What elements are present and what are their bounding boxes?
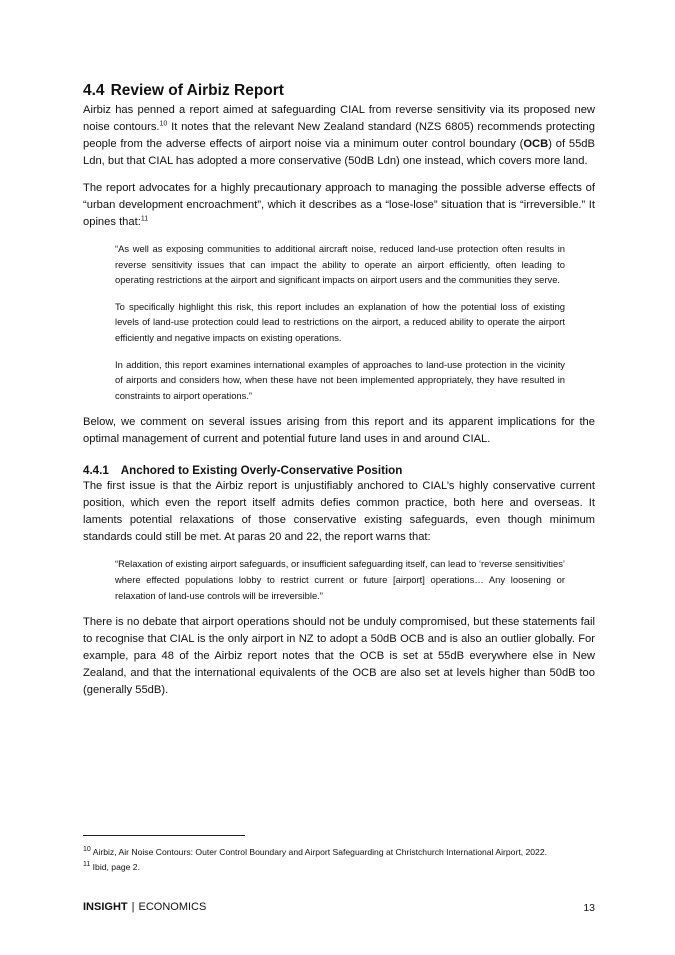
ocb-abbreviation: OCB (523, 138, 549, 150)
paragraph-first-issue: The first issue is that the Airbiz report is unjustifiably anchored to CIAL’s highly conservative current position, which even the report itself admits defies common practice, both here and overseas. It laments potential relaxations of those conservative existing safeguards, even though minimum standards could still be met. At paras 20 and 22, the report warns that: (83, 480, 595, 544)
footnote-number: 10 (83, 846, 91, 854)
subsection-title: Anchored to Existing Overly-Conservative Position (120, 464, 403, 478)
footnote-11 (83, 860, 613, 875)
footnote-ref-10[interactable]: 10 (159, 120, 168, 128)
paragraph-text: The report advocates for a highly precautionary approach to managing the possible adverse effects of “urban development encroachment”, which it describes as a “lose-lose” situation that is “irreversible.” It opines that: (83, 182, 595, 228)
quote-paragraph: In addition, this report examines international examples of approaches to land-use protection in the vicinity of airports and considers how, when these have not been implemented appropriately, they have resulted in constraints to airport operations.” (115, 358, 565, 401)
footnote-ref-11[interactable]: 11 (140, 215, 149, 223)
quote-paragraph: “Relaxation of existing airport safeguards, or insufficient safeguarding itself, can lead to ‘reverse sensitivities’ where effected populations lobby to restrict current or future [airport] operations… Any loosening or relaxation of land-use controls will be irreversible.” (115, 558, 565, 601)
paragraph-below-comment: Below, we comment on several issues arising from this report and its apparent implications for the optimal management of current and potential future land uses in and around CIAL. (83, 416, 595, 446)
page-footer (83, 901, 206, 913)
quote-paragraph: “As well as exposing communities to additional aircraft noise, reduced land-use protection often results in reverse sensitivity issues that can impact the ability to operate an airport efficiently, often leading to operating restrictions at the airport and significant impacts on airport users and the communities they serve. (115, 243, 565, 286)
footnote-text: Airbiz, Air Noise Contours: Outer Control Boundary and Airport Safeguarding at Christchurch International Airport, 2022. (90, 847, 547, 857)
quote-paragraph: To specifically highlight this risk, this report includes an explanation of how the potential loss of existing levels of land-use protection could lead to restrictions on the airport, a reduced ability to operate the airport efficiently and negative impacts on existing operations. (115, 300, 565, 343)
footer-division: ECONOMICS (138, 901, 207, 913)
section-title: Review of Airbiz Report (110, 82, 284, 99)
subsection-number: 4.4.1 (83, 464, 109, 478)
block-quote-2 (115, 556, 565, 603)
main-content (83, 82, 595, 709)
section-number: 4.4 (83, 82, 105, 99)
paragraph-precautionary (83, 180, 595, 231)
footer-brand: INSIGHT (83, 901, 128, 913)
page-number: 13 (583, 902, 595, 914)
paragraph-text: It notes that the relevant New Zealand standard (NZS 6805) recommends protecting people from the adverse effects of airport noise via a minimum outer control boundary ( (83, 121, 595, 150)
paragraph-no-debate: There is no debate that airport operations should not be unduly compromised, but these statements fail to recognise that CIAL is the only airport in NZ to adopt a 50dB OCB and is also an outlier globally. For example, para 48 of the Airbiz report notes that the OCB is set at 55dB everywhere else in New Zealand, and that the international equivalents of the OCB are also set at levels higher than 50dB too (generally 55dB). (83, 616, 595, 697)
footnote-divider (83, 835, 245, 836)
paragraph-intro (83, 102, 595, 170)
footnote-text: Ibid, page 2. (90, 862, 140, 872)
paragraph-text: Airbiz has penned a report aimed at safeguarding CIAL from reverse sensitivity via its proposed new noise contours. (83, 104, 595, 133)
block-quote-1 (115, 241, 565, 403)
paragraph-text: ) of 55dB Ldn, but that CIAL has adopted a more conservative (50dB Ldn) one instead, which covers more land. (83, 138, 595, 167)
section-heading (83, 82, 595, 100)
footnotes (83, 845, 613, 875)
footnote-10 (83, 845, 613, 860)
footer-separator: | (131, 901, 135, 913)
footnote-number: 11 (83, 861, 91, 869)
subsection-heading (83, 464, 595, 477)
